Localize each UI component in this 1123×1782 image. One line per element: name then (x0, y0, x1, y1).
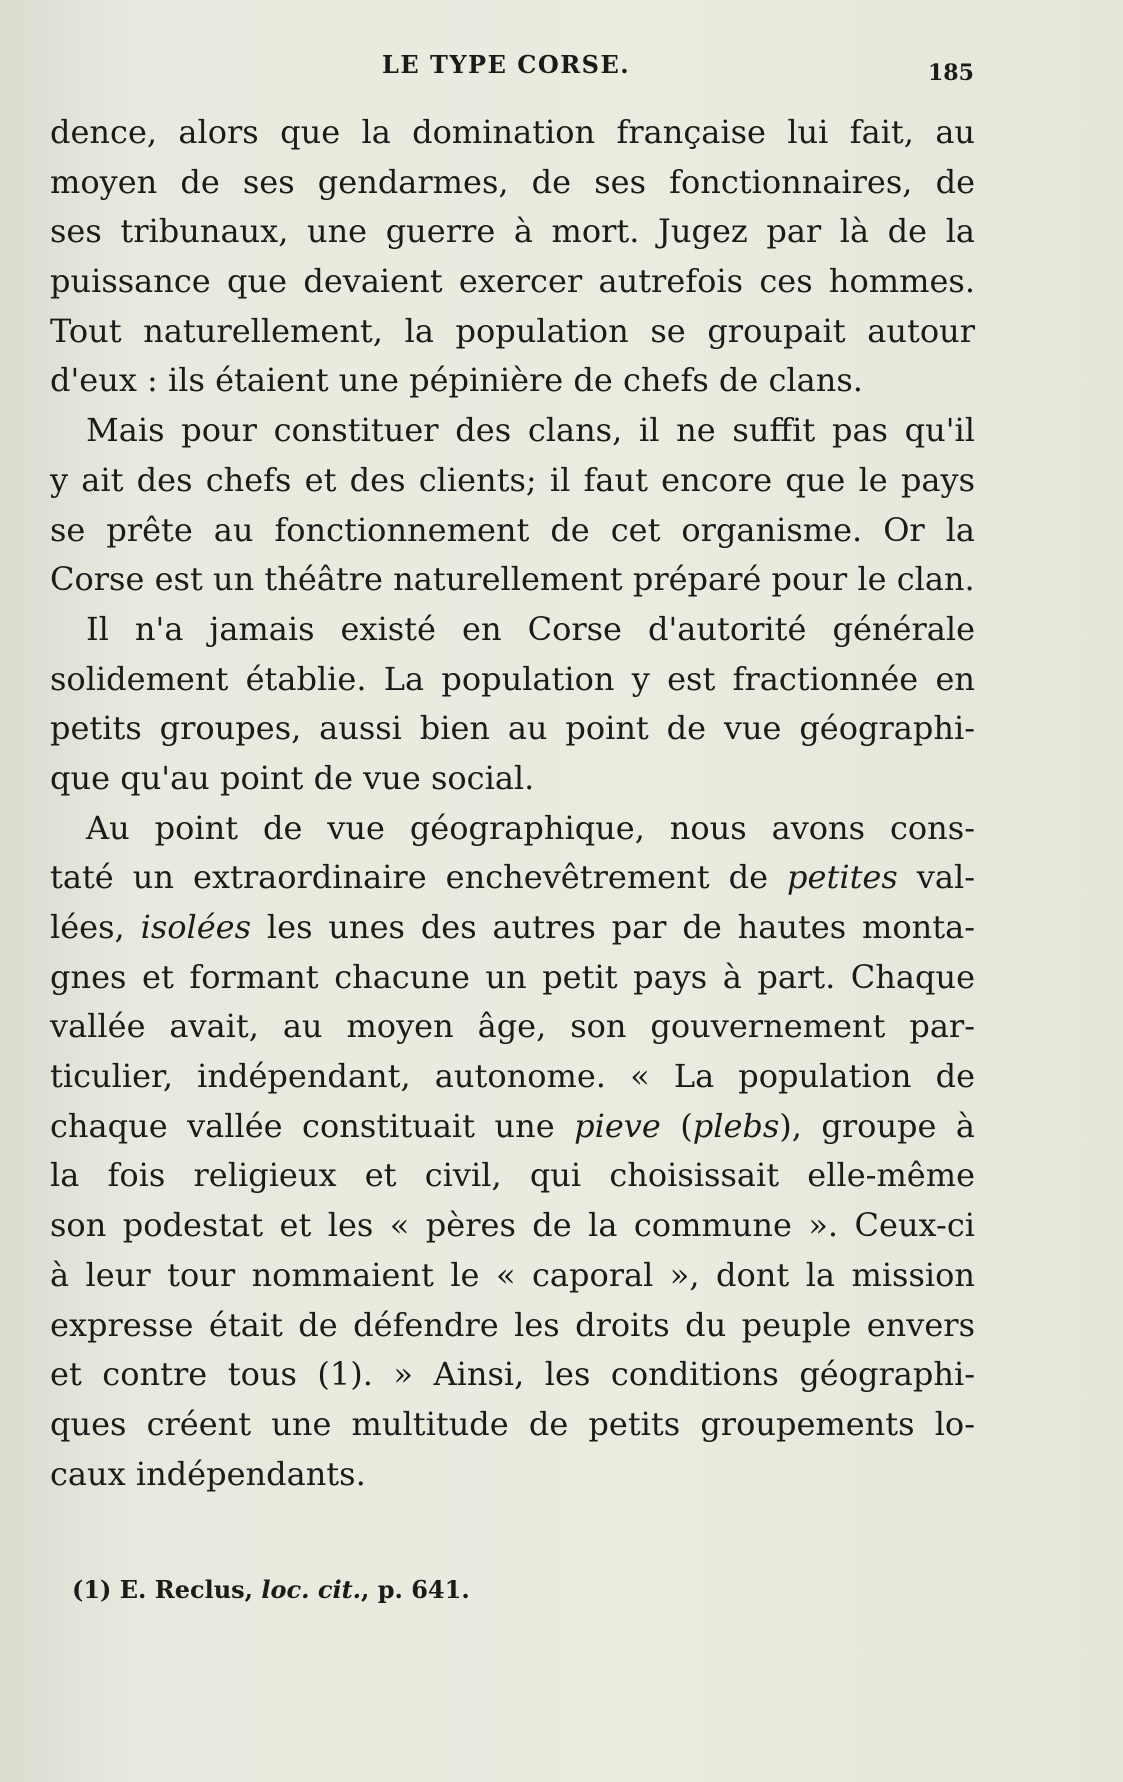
text-line: solidement établie. La population y est fractionnée en (50, 659, 975, 698)
footnote-text: , p. 641. (361, 1575, 470, 1604)
text-segment: lées, (50, 908, 141, 946)
text-segment: ( (660, 1106, 693, 1145)
text-line: expresse était de défendre les droits du peuple envers (50, 1305, 975, 1344)
text-line: que qu'au point de vue social. (50, 758, 535, 797)
text-line: et contre tous (1). » Ainsi, les conditions géographi- (50, 1355, 975, 1394)
text-line: ques créent une multitude de petits groupements lo- (50, 1404, 975, 1443)
text-line: Il n'a jamais existé en Corse d'autorité générale (86, 609, 975, 648)
text-segment: taté un extraordinaire enchevêtrement de (50, 858, 788, 897)
text-line: son podestat et les « pères de la commune ». Ceux-ci (50, 1206, 975, 1245)
footnote-italic: loc. cit. (261, 1575, 362, 1604)
text-line: moyen de ses gendarmes, de ses fonctionnaires, de (50, 162, 975, 201)
text-line: Tout naturellement, la population se groupait autour (50, 311, 975, 350)
text-segment: val- (897, 858, 976, 897)
text-line (50, 853, 975, 903)
text-line: se prête au fonctionnement de cet organisme. Or la (50, 510, 975, 549)
text-segment: chaque vallée constituait une (50, 1106, 575, 1145)
text-line: puissance que devaient exercer autrefois ces hommes. (50, 262, 975, 301)
text-line: gnes et formant chacune un petit pays à part. Chaque (50, 957, 975, 996)
italic-word: petites (787, 858, 898, 897)
text-line: ses tribunaux, une guerre à mort. Jugez par là de la (50, 212, 975, 251)
text-line: la fois religieux et civil, qui choisissait elle-même (50, 1156, 975, 1195)
text-line: Mais pour constituer des clans, il ne suffit pas qu'il (86, 411, 975, 450)
text-line: ticulier, indépendant, autonome. « La population de (50, 1057, 975, 1096)
text-line (50, 903, 975, 953)
text-line: d'eux : ils étaient une pépinière de chefs de clans. (50, 361, 863, 400)
text-line: Au point de vue géographique, nous avons cons- (86, 808, 975, 847)
italic-word: pieve (574, 1106, 661, 1145)
text-line: à leur tour nommaient le « caporal », dont la mission (50, 1255, 975, 1294)
running-head (0, 50, 1123, 90)
body-text (50, 108, 975, 1499)
italic-word: plebs (692, 1106, 780, 1145)
text-line: y ait des chefs et des clients; il faut encore que le pays (50, 460, 975, 499)
footnote (72, 1575, 470, 1604)
text-segment: ), groupe à (779, 1106, 976, 1145)
running-title: LE TYPE CORSE. (382, 50, 631, 79)
text-line: dence, alors que la domination française lui fait, au (50, 113, 975, 151)
text-line: Corse est un théâtre naturellement préparé pour le clan. (50, 560, 975, 599)
text-line: petits groupes, aussi bien au point de vue géographi- (50, 709, 975, 748)
text-line: caux indépendants. (50, 1454, 366, 1493)
text-segment: les unes des autres par de hautes monta- (251, 908, 976, 946)
footnote-text: (1) E. Reclus, (72, 1575, 262, 1604)
italic-word: isolées (140, 908, 252, 946)
page-number: 185 (928, 60, 974, 86)
text-line (50, 1102, 975, 1152)
text-line: vallée avait, au moyen âge, son gouvernement par- (50, 1007, 975, 1046)
